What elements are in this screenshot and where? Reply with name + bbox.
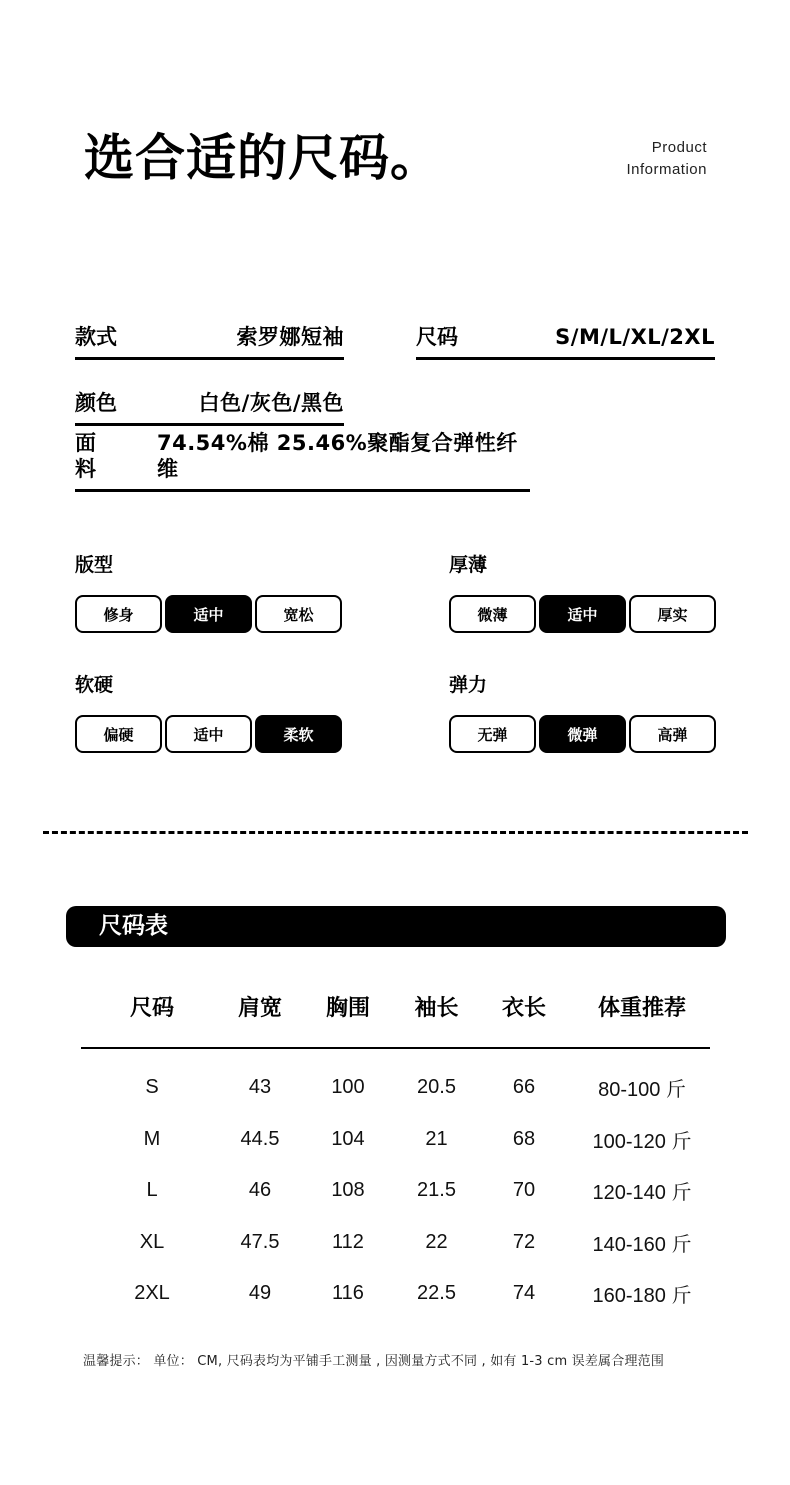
cell-weight: 120-140 斤 [592,1182,692,1205]
cell-length: 72 [512,1230,536,1253]
info-row-size [416,316,715,360]
caption-line-2: Information [626,161,707,178]
fit-option-regular: 适中 [165,595,252,633]
cell-shoulder: 44.5 [240,1127,280,1150]
cell-size: M [143,1127,161,1150]
size-table [81,980,710,1320]
thickness-label: 厚薄 [449,554,488,576]
info-row-style [75,316,344,360]
table-body [81,1062,710,1320]
softness-option-medium: 适中 [165,715,252,753]
cell-chest: 116 [332,1282,364,1305]
softness-option-soft: 柔软 [255,715,342,753]
cell-weight: 100-120 斤 [592,1130,692,1153]
softness-option-stiff: 偏硬 [75,715,162,753]
thickness-option-thick: 厚实 [629,595,716,633]
fit-option-slim: 修身 [75,595,162,633]
softness-label: 软硬 [75,674,114,696]
style-label: 款式 [75,325,117,349]
fit-label: 版型 [75,554,114,576]
cell-length: 66 [512,1076,536,1099]
page-title: 选合适的尺码。 [84,129,441,187]
elasticity-option-high: 高弹 [629,715,716,753]
table-row [81,1217,710,1269]
cell-sleeve: 21 [425,1127,448,1150]
cell-shoulder: 46 [248,1179,272,1202]
table-row [81,1114,710,1166]
table-row [81,1268,710,1320]
softness-options [75,715,342,753]
table-header-rule [81,1047,710,1049]
fabric-label: 面料 [75,431,96,481]
elasticity-label: 弹力 [449,674,488,696]
elasticity-options [449,715,716,753]
info-row-color [75,382,344,426]
cell-sleeve: 20.5 [417,1076,456,1099]
table-header [81,980,710,1032]
cell-sleeve: 21.5 [417,1179,456,1202]
cell-chest: 104 [331,1127,365,1150]
fabric-value: 74.54%棉 25.46%聚酯复合弹性纤维 [156,431,518,481]
elasticity-option-slight: 微弹 [539,715,626,753]
style-value: 索罗娜短袖 [236,325,344,349]
dashed-divider [43,831,748,834]
cell-sleeve: 22 [425,1230,448,1253]
header-shoulder: 肩宽 [237,995,282,1021]
size-label: 尺码 [416,325,458,349]
cell-chest: 108 [331,1179,365,1202]
cell-chest: 112 [332,1230,364,1253]
cell-weight: 140-160 斤 [592,1233,692,1256]
cell-chest: 100 [331,1076,365,1099]
cell-length: 68 [512,1127,536,1150]
cell-shoulder: 47.5 [240,1230,280,1253]
cell-size: XL [139,1230,165,1253]
product-information-caption [626,137,707,181]
cell-shoulder: 43 [248,1076,272,1099]
header-size: 尺码 [129,995,174,1021]
fit-option-loose: 宽松 [255,595,342,633]
thickness-options [449,595,716,633]
header-weight: 体重推荐 [597,995,686,1021]
table-row [81,1062,710,1114]
size-chart-title: 尺码表 [99,913,168,939]
thickness-option-medium: 适中 [539,595,626,633]
cell-size: 2XL [134,1282,170,1305]
cell-weight: 160-180 斤 [592,1285,692,1308]
cell-shoulder: 49 [248,1282,272,1305]
size-chart-banner [66,906,726,947]
size-value: S/M/L/XL/2XL [555,325,715,349]
header-chest: 胸围 [325,995,370,1021]
elasticity-option-none: 无弹 [449,715,536,753]
cell-length: 70 [512,1179,536,1202]
color-label: 颜色 [75,391,117,415]
thickness-option-thin: 微薄 [449,595,536,633]
cell-weight: 80-100 斤 [598,1079,686,1102]
cell-size: L [146,1179,158,1202]
header-sleeve: 袖长 [414,995,459,1021]
table-row [81,1165,710,1217]
color-value: 白色/灰色/黑色 [198,391,344,415]
cell-sleeve: 22.5 [417,1282,456,1305]
cell-length: 74 [512,1282,536,1305]
fit-options [75,595,342,633]
cell-size: S [145,1076,159,1099]
header-length: 衣长 [501,995,546,1021]
info-row-fabric [75,431,530,492]
measurement-note: 温馨提示： 单位： CM, 尺码表均为平铺手工测量 , 因测量方式不同 , 如有 1-3 cm 误差属合理范围 [83,1354,665,1369]
caption-line-1: Product [651,139,707,156]
